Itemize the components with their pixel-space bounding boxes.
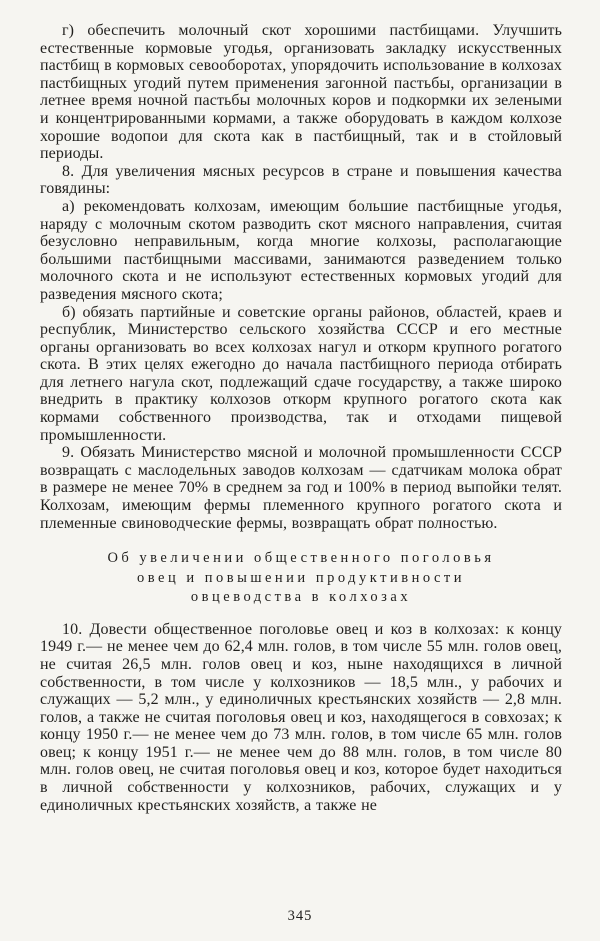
paragraph-item-8: 8. Для увеличения мясных ресурсов в стране и повышения качества говядины: xyxy=(40,162,562,198)
paragraph-item-a: а) рекомендовать колхозам, имеющим большие пастбищные угодья, наряду с молочным скотом разводить скот мясного направления, считая безусловно неправильным, когда многие колхозы, располагающие большими пастбищными массивами, занимаются разведением только молочного скота и не используют естественных кормовых угодий для разведения мясного скота; xyxy=(40,197,562,303)
paragraph-item-9: 9. Обязать Министерство мясной и молочной промышленности СССР возвращать с маслодельных заводов колхозам — сдатчикам молока обрат в размере не менее 70% в среднем за год и 100% в период выпойки телят. Колхозам, имеющим фермы племенного крупного рогатого скота и племенные свиноводческие фермы, возвращать обрат полностью. xyxy=(40,444,562,532)
paragraph-item-g: г) обеспечить молочный скот хорошими пастбищами. Улучшить естественные кормовые угодья, организовать закладку искусственных пастбищ в кормовых севооборотах, упорядочить использование в колхозах пастбищных угодий путем применения загонной пастьбы, организации в летнее время ночной пастьбы молочных коров и подкормки их зелеными и концентрированными кормами, а также оборудовать в каждом колхозе хорошие водопои для скота как в пастбищный, так и в стойловый периоды. xyxy=(40,22,562,163)
section-heading-line: Об увеличении общественного поголовья xyxy=(107,550,495,567)
section-heading-line: овец и повышении продуктивности xyxy=(137,569,465,586)
page-number: 345 xyxy=(287,908,313,924)
section-heading xyxy=(40,549,562,608)
section-heading-line: овцеводства в колхозах xyxy=(190,589,412,606)
paragraph-item-10: 10. Довести общественное поголовье овец и коз в колхозах: к концу 1949 г.— не менее чем до 62,4 млн. голов, в том числе 55 млн. голов овец, не считая 26,5 млн. голов овец и коз, ныне находящихся в личной собственности, в том числе у колхозников — 18,5 млн., у рабочих и служащих — 5,2 млн., у единоличных крестьянских хозяйств — 2,8 млн. голов, а также не считая поголовья овец и коз, находящегося в совхозах; к концу 1950 г.— не менее чем до 73 млн. голов, в том числе 65 млн. голов овец; к концу 1951 г.— не менее чем до 88 млн. голов, в том числе 80 млн. голов овец, не считая поголовья овец и коз, которое будет находиться в личной собственности у колхозников, рабочих, служащих и у единоличных крестьянских хозяйств, а также не xyxy=(40,620,562,814)
page-body-text xyxy=(40,22,562,814)
paragraph-item-b: б) обязать партийные и советские органы районов, областей, краев и республик, Министерство сельского хозяйства СССР и его местные органы организовать во всех колхозах нагул и откорм крупного рогатого скота. В этих целях ежегодно до начала пастбищного периода отбирать для летнего нагула скот, подлежащий сдаче государству, а также широко внедрить в практику колхозов откорм крупного рогатого скота как кормами собственного производства, так и отходами пищевой промышленности. xyxy=(40,303,562,444)
